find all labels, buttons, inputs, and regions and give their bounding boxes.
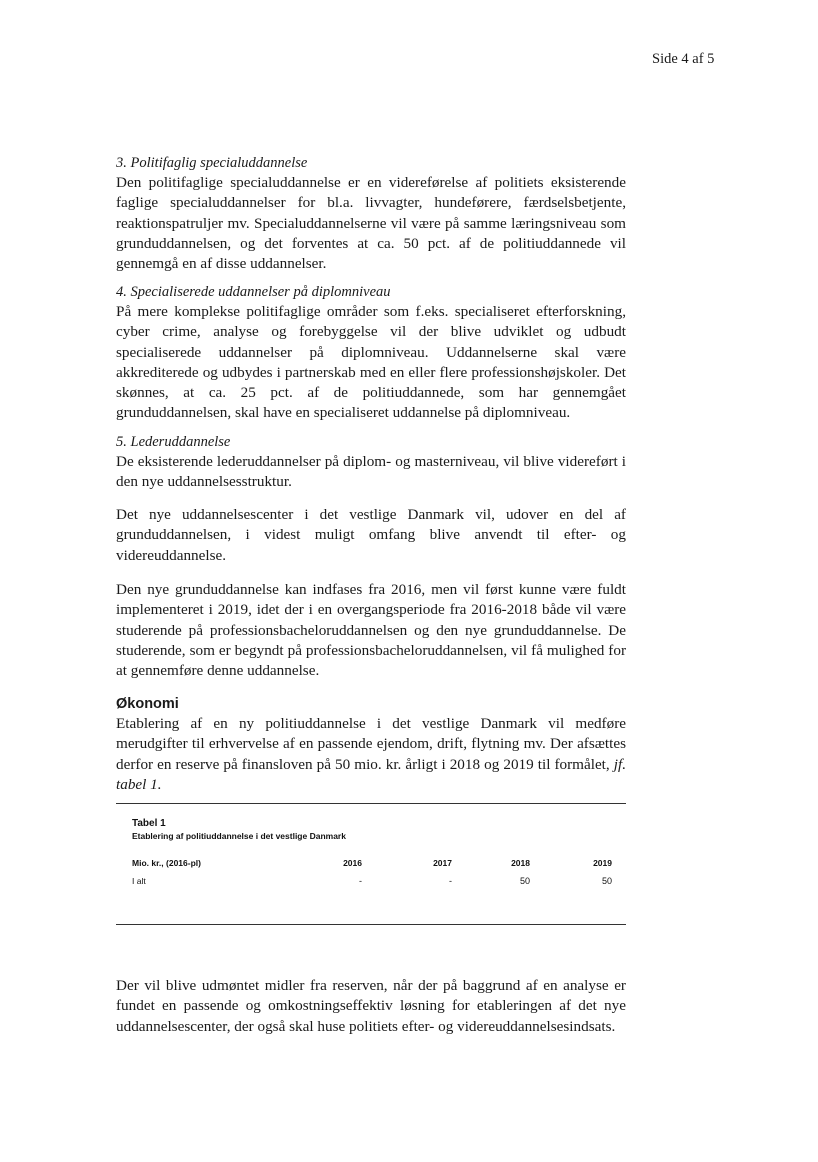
section-body: Den politifaglige specialuddannelse er en videreførelse af politiets eksisterende faglige specialuddannelser for bl.a. livvagter, hundeførere, færdselsbetjente, reaktionspatruljer mv. Specialuddannelserne vil være på samme læringsniveau som grunduddannelsen, og det forventes at ca. 50 pct. af de politiuddannede vil gennemgå en af disse uddannelser. xyxy=(116,174,626,273)
section-heading: 3. Politifaglig specialuddannelse xyxy=(116,155,308,171)
table-cell: - xyxy=(359,876,362,886)
section-body: På mere komplekse politifaglige områder som f.eks. specialiseret efterforskning, cyber crime, analyse og forebyggelse vil der blive udviklet og udbudt specialiserede uddannelser på diplomniveau. Uddannelserne skal være akkrediterede og udbydes i partnerskab med en eller flere professionshøjskoler. Det skønnes, at ca. 25 pct. af de politiuddannede, som har gennemgået grunduddannelsen, skal have en specialiseret uddannelse på diplomniveau. xyxy=(116,303,626,422)
paragraph-text: Det nye uddannelsescenter i det vestlige Danmark vil, udover en del af grunduddannelsen, i videst muligt omfang blive anvendt til efter- og videreuddannelse. xyxy=(116,506,626,564)
table-header-cell: 2016 xyxy=(343,858,362,868)
table-header-cell: Mio. kr., (2016-pl) xyxy=(132,858,201,868)
economy-body-text: Etablering af en ny politiuddannelse i det vestlige Danmark vil medføre merudgifter til erhvervelse af en passende ejendom, drift, flytning mv. Der afsættes derfor en reserve på finansloven på 50 mio. kr. årligt i 2018 og 2019 til formålet, xyxy=(116,715,626,773)
paragraph-text: Den nye grunduddannelse kan indfases fra 2016, men vil først kunne være fuldt implementeret i 2019, idet der i en overgangsperiode fra 2016-2018 både vil være studerende på professionsbacheloruddannelsen og den nye grunduddannelse. De studerende, som er begyndt på professionsbacheloruddannelsen, vil få mulighed for at gennemføre denne uddannelse. xyxy=(116,581,626,680)
table-row xyxy=(132,872,612,894)
table-1 xyxy=(132,818,612,894)
table-header-cell: 2017 xyxy=(433,858,452,868)
section-okonomi xyxy=(116,694,626,795)
section-body: De eksisterende lederuddannelser på diplom- og masterniveau, vil blive videreført i den nye uddannelsesstruktur. xyxy=(116,453,626,491)
paragraph-text: Der vil blive udmøntet midler fra reserven, når der på baggrund af en analyse er fundet en passende og omkostningseffektiv løsning for etableringen af det nye uddannelsescenter, der også skal huse politiets efter- og videreuddannelsesindsats. xyxy=(116,977,626,1035)
table-cell: 50 xyxy=(601,876,612,886)
page-number: Side 4 af 5 xyxy=(652,51,715,67)
section-heading: Økonomi xyxy=(116,696,179,712)
section-body xyxy=(116,714,626,795)
paragraph-udmontning xyxy=(116,976,626,1037)
table-subtitle: Etablering af politiuddannelse i det vestlige Danmark xyxy=(132,831,346,841)
paragraph-indfasning xyxy=(116,580,626,681)
section-specialiserede-uddannelser xyxy=(116,282,626,424)
table-reference: jf. tabel 1. xyxy=(116,755,626,793)
table-bottom-rule xyxy=(116,924,626,925)
section-lederuddannelse xyxy=(116,432,626,493)
paragraph-uddannelsescenter xyxy=(116,505,626,566)
table-cell: - xyxy=(449,876,452,886)
table-top-rule xyxy=(116,803,626,804)
section-heading: 4. Specialiserede uddannelser på diplomniveau xyxy=(116,284,391,300)
table-title: Tabel 1 xyxy=(132,818,166,829)
section-heading: 5. Lederuddannelse xyxy=(116,434,231,450)
table-cell: 50 xyxy=(519,876,530,886)
table-header-cell: 2018 xyxy=(511,858,530,868)
section-politifaglig-specialuddannelse xyxy=(116,153,626,274)
table-header-cell: 2019 xyxy=(593,858,612,868)
table-cell: I alt xyxy=(132,876,146,886)
